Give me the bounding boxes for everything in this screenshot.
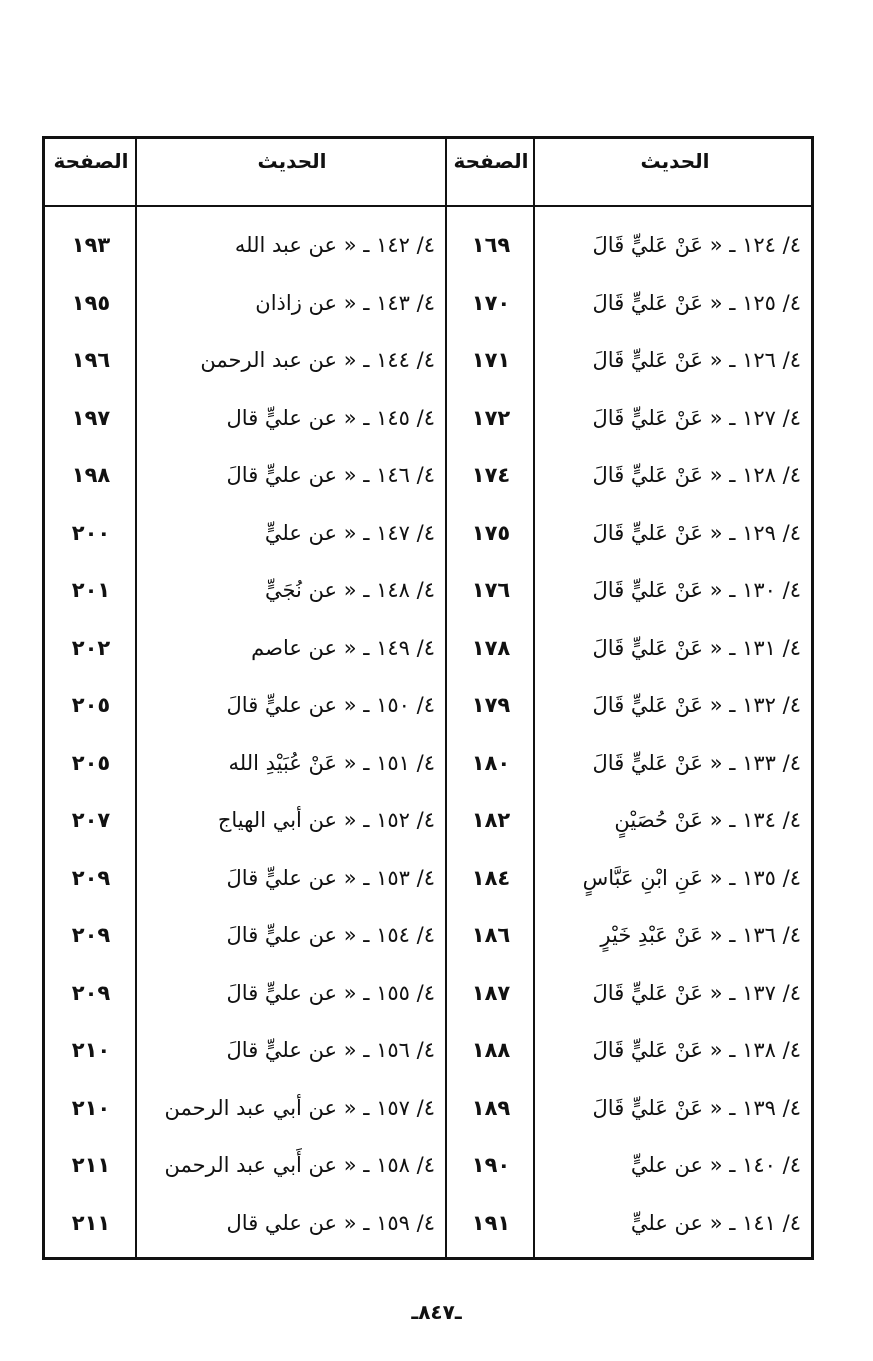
hadith-entry: ٤/ ١٣٠ ـ « عَنْ عَليٍّ قَالَ xyxy=(592,578,801,602)
hadith-entry: ٤/ ١٤١ ـ « عن عليٍّ xyxy=(630,1210,801,1235)
page-reference: ٢١٠ xyxy=(71,1095,111,1120)
page-reference: ١٧٠ xyxy=(471,290,511,315)
hadith-entry: ٤/ ١٢٤ ـ « عَنْ عَليٍّ قَالَ xyxy=(592,233,801,257)
page-reference: ١٨٧ xyxy=(471,980,511,1005)
page-reference: ٢٠٥ xyxy=(71,693,111,717)
page-reference: ١٦٩ xyxy=(471,233,511,257)
hadith-entry: ٤/ ١٤٨ ـ « عن نُجَيٍّ xyxy=(264,578,435,602)
hadith-entry: ٤/ ١٥٢ ـ « عن أبي الهياج xyxy=(217,808,435,832)
column-divider xyxy=(135,139,137,1257)
hadith-entry: ٤/ ١٢٧ ـ « عَنْ عَليٍّ قَالَ xyxy=(592,405,801,430)
page-reference: ١٩٠ xyxy=(471,1153,511,1177)
page-reference: ١٧٦ xyxy=(471,578,511,602)
page-reference: ١٧٥ xyxy=(471,520,511,545)
hadith-entry: ٤/ ١٢٨ ـ « عَنْ عَليٍّ قَالَ xyxy=(592,463,801,487)
page-reference: ١٨٢ xyxy=(471,808,511,832)
page-reference: ٢١٠ xyxy=(71,1038,111,1062)
page-reference: ١٧٩ xyxy=(471,693,511,717)
hadith-entry: ٤/ ١٤٤ ـ « عن عبد الرحمن xyxy=(200,348,435,372)
hadith-entry: ٤/ ١٣٣ ـ « عَنْ عَليٍّ قَالَ xyxy=(592,750,801,775)
hadith-entry: ٤/ ١٤٦ ـ « عن عليٍّ قالَ xyxy=(226,463,435,487)
hadith-entry: ٤/ ١٥٧ ـ « عن أبي عبد الرحمن xyxy=(164,1095,435,1120)
page-number: ـ٨٤٧ـ xyxy=(411,1300,462,1324)
page-reference: ١٩٦ xyxy=(71,348,111,372)
page-reference: ٢٠٠ xyxy=(71,520,111,545)
hadith-entry: ٤/ ١٢٥ ـ « عَنْ عَليٍّ قَالَ xyxy=(592,290,801,315)
page-reference: ١٨٨ xyxy=(471,1038,511,1062)
page-reference: ٢٠٧ xyxy=(71,808,111,832)
hadith-entry: ٤/ ١٤٠ ـ « عن عليٍّ xyxy=(630,1153,801,1177)
header-hadith-left: الحديث xyxy=(257,149,327,173)
hadith-entry: ٤/ ١٤٩ ـ « عن عاصم xyxy=(251,635,435,660)
page-reference: ٢١١ xyxy=(71,1210,111,1235)
page-reference: ١٨٩ xyxy=(471,1095,511,1120)
hadith-entry: ٤/ ١٤٥ ـ « عن عليٍّ قال xyxy=(226,405,435,430)
hadith-entry: ٤/ ١٥٩ ـ « عن علي قال xyxy=(226,1210,435,1235)
header-page-left: الصفحة xyxy=(53,149,129,173)
hadith-entry: ٤/ ١٥٠ ـ « عن عليٍّ قالَ xyxy=(226,693,435,717)
hadith-entry: ٤/ ١٣٧ ـ « عَنْ عَليٍّ قَالَ xyxy=(592,980,801,1005)
page-reference: ٢٠٢ xyxy=(71,635,111,660)
hadith-entry: ٤/ ١٣٩ ـ « عَنْ عَليٍّ قَالَ xyxy=(592,1095,801,1120)
hadith-entry: ٤/ ١٢٩ ـ « عَنْ عَليٍّ قَالَ xyxy=(592,520,801,545)
page-reference: ٢٠٩ xyxy=(71,865,111,890)
hadith-entry: ٤/ ١٣٦ ـ « عَنْ عَبْدِ خَيْرٍ xyxy=(600,923,801,947)
hadith-entry: ٤/ ١٥٦ ـ « عن عليٍّ قالَ xyxy=(226,1038,435,1062)
column-divider xyxy=(533,139,535,1257)
page-reference: ٢٠١ xyxy=(71,578,111,602)
index-table xyxy=(42,136,814,1260)
header-hadith-right: الحديث xyxy=(640,149,710,173)
page-reference: ١٨٦ xyxy=(471,923,511,947)
page-reference: ١٨٤ xyxy=(471,865,511,890)
page-reference: ١٧٤ xyxy=(471,463,511,487)
hadith-entry: ٤/ ١٥٣ ـ « عن عليٍّ قالَ xyxy=(226,865,435,890)
page-reference: ٢٠٩ xyxy=(71,923,111,947)
hadith-entry: ٤/ ١٣٥ ـ « عَنِ ابْنِ عَبَّاسٍ xyxy=(582,865,801,890)
hadith-entry: ٤/ ١٥٥ ـ « عن عليٍّ قالَ xyxy=(226,980,435,1005)
page-reference: ١٨٠ xyxy=(471,750,511,775)
hadith-entry: ٤/ ١٣٤ ـ « عَنْ حُصَيْنٍ xyxy=(614,808,801,832)
page-reference: ١٧٢ xyxy=(471,405,511,430)
hadith-entry: ٤/ ١٢٦ ـ « عَنْ عَليٍّ قَالَ xyxy=(592,348,801,372)
hadith-entry: ٤/ ١٤٣ ـ « عن زاذان xyxy=(255,290,435,315)
page-reference: ١٩٨ xyxy=(71,463,111,487)
page-reference: ٢٠٥ xyxy=(71,750,111,775)
hadith-entry: ٤/ ١٣٨ ـ « عَنْ عَليٍّ قَالَ xyxy=(592,1038,801,1062)
hadith-entry: ٤/ ١٣٢ ـ « عَنْ عَليٍّ قَالَ xyxy=(592,693,801,717)
hadith-entry: ٤/ ١٣١ ـ « عَنْ عَليٍّ قَالَ xyxy=(592,635,801,660)
page-reference: ٢١١ xyxy=(71,1153,111,1177)
hadith-entry: ٤/ ١٥١ ـ « عَنْ عُبَيْدِ الله xyxy=(228,750,435,775)
hadith-entry: ٤/ ١٤٧ ـ « عن عليٍّ xyxy=(264,520,435,545)
page-reference: ٢٠٩ xyxy=(71,980,111,1005)
hadith-entry: ٤/ ١٥٨ ـ « عن أَبي عبد الرحمن xyxy=(164,1153,435,1177)
page-reference: ١٩١ xyxy=(471,1210,511,1235)
page-reference: ١٧٨ xyxy=(471,635,511,660)
header-page-right: الصفحة xyxy=(453,149,529,173)
page-reference: ١٧١ xyxy=(471,348,511,372)
header-divider xyxy=(45,205,811,207)
page-reference: ١٩٣ xyxy=(71,233,111,257)
page-reference: ١٩٧ xyxy=(71,405,111,430)
page-reference: ١٩٥ xyxy=(71,290,111,315)
hadith-entry: ٤/ ١٥٤ ـ « عن عليٍّ قالَ xyxy=(226,923,435,947)
hadith-entry: ٤/ ١٤٢ ـ « عن عبد الله xyxy=(234,233,435,257)
column-divider xyxy=(445,139,447,1257)
